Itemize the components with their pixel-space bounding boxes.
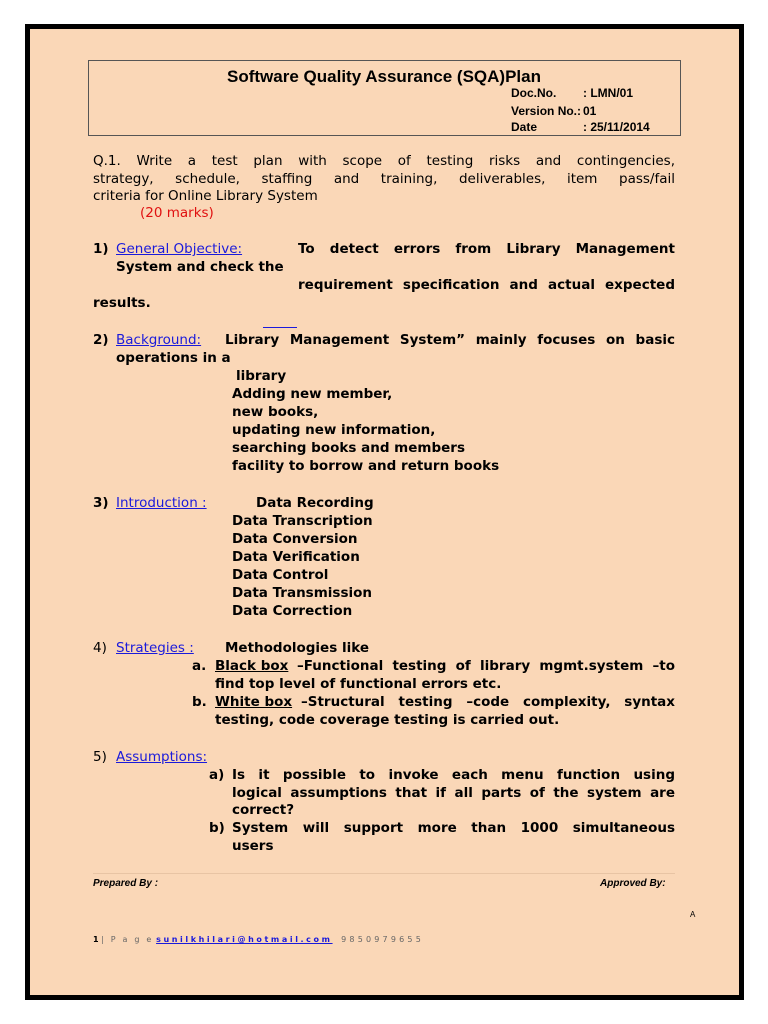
- background-item: facility to borrow and return books: [232, 458, 500, 474]
- section-3-number: 3): [93, 495, 109, 511]
- assumption-a-text-2: logical assumptions that if all parts of the system are: [232, 785, 675, 801]
- general-objective-text-3: requirement specification and actual expected: [298, 277, 675, 293]
- footer-divider: [93, 873, 675, 874]
- strategies-heading[interactable]: Strategies :: [116, 640, 194, 656]
- black-box-text-2: find top level of functional errors etc.: [215, 676, 502, 692]
- introduction-item: Data Transcription: [232, 513, 373, 529]
- introduction-item: Data Control: [232, 567, 329, 583]
- background-text-2: operations in a: [116, 350, 231, 366]
- assumption-a-marker: a): [209, 767, 225, 783]
- section-2-number: 2): [93, 332, 109, 348]
- marks-label: (20 marks): [140, 205, 214, 221]
- assumption-b-marker: b): [209, 820, 225, 836]
- assumption-a-text-3: correct?: [232, 802, 295, 818]
- email-link[interactable]: sunilkhilari@hotmail.com: [156, 935, 333, 944]
- corner-mark: A: [690, 910, 696, 919]
- approved-by-label: Approved By:: [600, 878, 666, 889]
- page-label: | P a g e: [101, 935, 154, 944]
- assumption-b-text-1: System will support more than 1000 simultaneous: [232, 820, 675, 836]
- background-item: new books,: [232, 404, 319, 420]
- strategy-b-marker: b.: [192, 694, 207, 710]
- introduction-item: Data Verification: [232, 549, 360, 565]
- introduction-heading[interactable]: Introduction :: [116, 495, 207, 511]
- background-item: Adding new member,: [232, 386, 393, 402]
- general-objective-text-1: To detect errors from Library Management: [298, 241, 675, 257]
- strategies-lead: Methodologies like: [225, 640, 369, 656]
- phone-number: 9850979655: [341, 935, 425, 944]
- background-item: searching books and members: [232, 440, 465, 456]
- assumption-a-text-1: Is it possible to invoke each menu function using: [232, 767, 675, 783]
- assumptions-heading[interactable]: Assumptions:: [116, 749, 208, 765]
- black-box-label: Black box: [215, 658, 289, 674]
- stray-underline: [263, 327, 297, 328]
- general-objective-heading[interactable]: General Objective:: [116, 241, 243, 257]
- white-box-text-2: testing, code coverage testing is carried out.: [215, 712, 560, 728]
- section-5-number: 5): [93, 749, 107, 765]
- page-footer: [93, 935, 424, 944]
- version-row: Version No.: 01: [511, 104, 597, 118]
- strategy-a-marker: a.: [192, 658, 207, 674]
- background-item: updating new information,: [232, 422, 436, 438]
- white-box-label: White box: [215, 694, 293, 710]
- question-line-1: Q.1. Write a test plan with scope of testing risks and contingencies,: [93, 153, 675, 169]
- document-header: [88, 60, 681, 136]
- background-text-1: Library Management System” mainly focuses on basic: [225, 332, 675, 348]
- introduction-item: Data Recording: [256, 495, 374, 511]
- doc-number-row: Doc.No. : LMN/01: [511, 86, 634, 100]
- introduction-item: Data Correction: [232, 603, 353, 619]
- introduction-item: Data Transmission: [232, 585, 372, 601]
- introduction-item: Data Conversion: [232, 531, 358, 547]
- black-box-text-1: –Functional testing of library mgmt.system –to: [297, 658, 675, 674]
- assumption-b-text-2: users: [232, 838, 274, 854]
- question-line-3: criteria for Online Library System: [93, 188, 318, 204]
- background-heading[interactable]: Background:: [116, 332, 202, 348]
- document-title: Software Quality Assurance (SQA)Plan: [227, 67, 541, 86]
- general-objective-text-2: System and check the: [116, 259, 284, 275]
- page-number: 1: [93, 935, 99, 944]
- question-line-2: strategy, schedule, staffing and training, deliverables, item pass/fail: [93, 171, 675, 187]
- section-4-number: 4): [93, 640, 107, 656]
- section-1-number: 1): [93, 241, 109, 257]
- general-objective-text-4: results.: [93, 295, 151, 311]
- prepared-by-label: Prepared By :: [93, 878, 159, 889]
- date-row: Date : 25/11/2014: [511, 120, 650, 134]
- white-box-text-1: –Structural testing –code complexity, syntax: [301, 694, 675, 710]
- background-item: library: [236, 368, 287, 384]
